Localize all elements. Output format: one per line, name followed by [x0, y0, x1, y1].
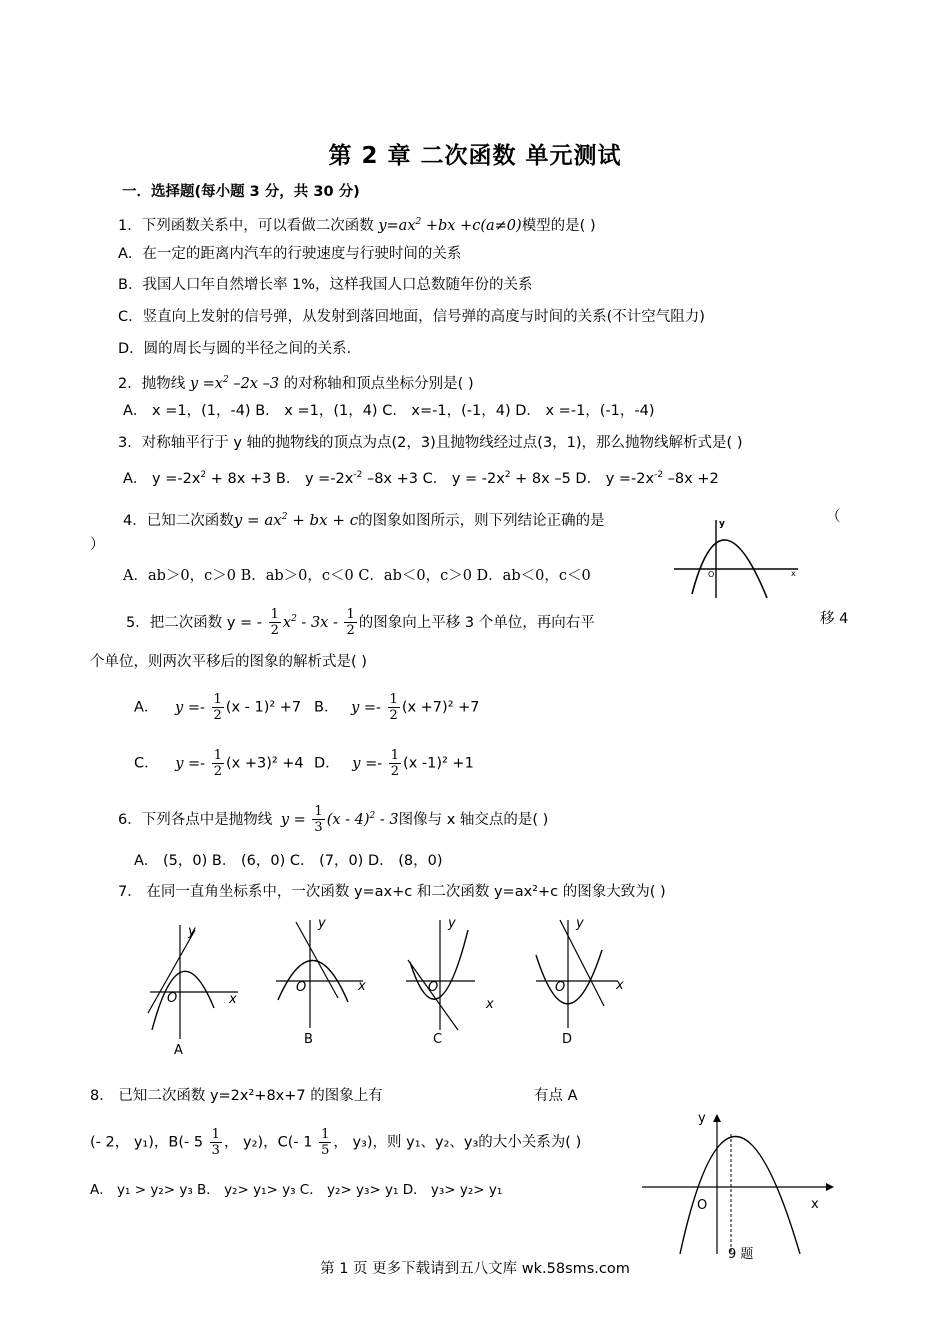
q3-options-a: A． y =-2x [123, 470, 201, 487]
q1-option-d: D．圆的周长与圆的半径之间的关系． [118, 341, 362, 357]
q5-d-tail: (x -1)² +1 [403, 755, 474, 772]
q2-formula: $y =x^2$ –2x –3 [189, 375, 280, 392]
q2-stem-b: 的对称轴和顶点坐标分别是( ) [279, 375, 474, 392]
q4-origin-label: O [708, 570, 715, 579]
q9-origin-label: O [697, 1198, 708, 1213]
q8-stem-a: 8． 已知二次函数 y=2x²+8x+7 的图象上有 [90, 1088, 383, 1104]
q4-formula: $y = ax^2$ + bx + c [233, 511, 359, 529]
q5-c-frac: $\frac{1}{2}$ [213, 748, 222, 779]
q7b-o: O [296, 980, 307, 995]
q5-a-frac: $\frac{1}{2}$ [213, 692, 222, 723]
q1-option-a: A．在一定的距离内汽车的行驶速度与行驶时间的关系 [118, 246, 462, 262]
q8-line2-c: ， y₃)，则 y₁、y₂、y₃的大小关系为( ) [333, 1134, 582, 1151]
question-8 [90, 1086, 383, 1106]
q5-formula: $x^2 - 3x$ - [282, 614, 338, 631]
q1-formula: $y=ax^2 +bx +c(a\ne 0)$ [378, 217, 522, 234]
q7d-o: O [555, 980, 566, 995]
q4-paren-close: ） [90, 537, 105, 553]
q6-fraction: $\frac{1}{3}$ [314, 804, 323, 836]
q5-option-c: C． y =- $\frac{1}{2}$ (x +3)² +4 [134, 748, 304, 779]
q2-stem-a: 2．抛物线 [118, 375, 190, 392]
q5-d-label: D． [314, 755, 340, 772]
q6-options: A． (5，0) B． (6，0) C． (7，0) D． (8，0) [134, 853, 443, 869]
q1-stem-b: 模型的是( ) [521, 217, 596, 234]
q9-y-arrow [713, 1114, 721, 1122]
q1-option-b: B．我国人口年自然增长率 1%，这样我国人口总数随年份的关系 [118, 277, 533, 293]
q7-label-a: A [174, 1043, 183, 1058]
q7-graph-c [400, 910, 510, 1050]
q6-stem-b: 图像与 x 轴交点的是( ) [398, 811, 549, 828]
q5-line2: 个单位，则两次平移后的图象的解析式是( ) [90, 654, 367, 670]
question-3: 3．对称轴平行于 y 轴的抛物线的顶点为点(2，3)且抛物线经过点(3，1)，那么抛物线解析式是( ) [118, 435, 743, 451]
q8-line2 [90, 1127, 581, 1158]
question-2 [118, 370, 474, 394]
page-footer: 第 1 页 更多下载请到五八文库 wk.58sms.com [320, 1261, 630, 1277]
q7-label-d: D [562, 1032, 573, 1047]
q5-a-tail: (x - 1)² +7 [225, 699, 302, 716]
q8-options: A． y₁ > y₂> y₃ B． y₂> y₁> y₃ C． y₂> y₃> y₁ D． y₃> y₂> y₁ [90, 1182, 503, 1198]
q9-graph [640, 1104, 840, 1264]
q4-options: A．ab＞0，c＞0 B．ab＞0，c＜0 C．ab＜0，c＞0 D．ab＜0，c＜0 [123, 568, 591, 584]
q5-option-b: B． y =- $\frac{1}{2}$ (x +7)² +7 [314, 692, 480, 723]
q4-graph [672, 514, 802, 600]
q7a-o: O [167, 991, 178, 1006]
question-7: 7． 在同一直角坐标系中，一次函数 y=ax+c 和二次函数 y=ax²+c 的图象大致为( ) [118, 884, 666, 900]
q2-options: A． x =1，(1，-4) B． x =1，(1，4) C． x=-1，(-1，4) D． x =-1，(-1，-4) [123, 403, 655, 419]
q7-graph-d [530, 910, 640, 1050]
q4-paren-open: （ [826, 509, 841, 525]
page-title: 第 2 章 二次函数 单元测试 [328, 143, 622, 169]
q8-frac-b: $\frac{1}{3}$ [211, 1127, 220, 1158]
q5-c-label: C． [134, 755, 159, 772]
q5-d-frac: $\frac{1}{2}$ [390, 748, 400, 779]
q7d-y: y [576, 916, 584, 931]
q7c-o: O [428, 980, 439, 995]
q7-label-b: B [304, 1032, 313, 1047]
q9-parabola [680, 1137, 800, 1255]
q5-fraction: $\frac{1}{2}$ [270, 607, 279, 639]
q5-c-tail: (x +3)² +4 [225, 755, 304, 772]
q7-label-c: C [433, 1032, 443, 1047]
q5-fraction2: $\frac{1}{2}$ [346, 607, 355, 639]
q5-option-d: D． y =- $\frac{1}{2}$ (x -1)² +1 [314, 748, 474, 779]
q5-stem-a: 5．把二次函数 y = - [126, 614, 263, 631]
q1-stem-a: 1．下列函数关系中，可以看做二次函数 [118, 217, 379, 234]
q7c-y: y [448, 916, 456, 931]
q6-formula: (x - 4)$^2$ - 3 [326, 811, 399, 828]
q7-graph-b [268, 910, 378, 1050]
q5-b-frac: $\frac{1}{2}$ [389, 692, 398, 723]
q4-x-label: x [791, 569, 796, 578]
question-5 [126, 607, 595, 638]
question-6: 6．下列各点中是抛物线 y = $\frac{1}{3}$ (x - 4)$^2$ - 3图像与 x 轴交点的是( ) [118, 804, 549, 836]
question-4 [123, 507, 605, 531]
q3-options: A． $y =-2x^2 + 8x +3$ B． $y =-2x^{-2}$ –8x +3 C． $y = -2x^2 + 8x$ –5 D． $y =-2x^{-2}$ –8x +2 [123, 470, 719, 487]
q5-stem-b: 的图象向上平移 3 个单位，再向右平 [358, 614, 595, 631]
q7b-x: x [358, 979, 366, 994]
q8-stem-b: 有点 A [534, 1088, 578, 1104]
q6-stem-a: 6．下列各点中是抛物线 [118, 811, 273, 828]
q7b-y: y [318, 916, 326, 931]
q5-b-tail: (x +7)² +7 [401, 699, 480, 716]
q8-line2-a: (- 2， y₁)，B(- 5 [90, 1134, 204, 1151]
q9-y-label: y [698, 1111, 706, 1126]
q7a-x: x [229, 992, 237, 1007]
q4-stem-b: 的图象如图所示，则下列结论正确的是 [358, 513, 605, 529]
q9-x-arrow [826, 1183, 834, 1191]
question-1 [118, 212, 596, 236]
q9-caption: 9 题 [728, 1247, 754, 1262]
q4-y-label: y [719, 519, 725, 529]
q7-graph-a [140, 915, 250, 1060]
q7a-y: y [188, 924, 196, 939]
q1-option-c: C．竖直向上发射的信号弹，从发射到落回地面，信号弹的高度与时间的关系(不计空气阻力) [118, 309, 705, 325]
q4-stem-a: 4．已知二次函数 [123, 513, 234, 529]
section-heading: 一．选择题(每小题 3 分，共 30 分) [122, 184, 360, 200]
q7d-x: x [616, 978, 624, 993]
q5-b-label: B． [314, 699, 339, 716]
q5-a-label: A． [134, 699, 159, 716]
q5-option-a: A． y =- $\frac{1}{2}$ (x - 1)² +7 [134, 692, 302, 723]
q9-x-label: x [811, 1197, 819, 1212]
q8-frac-c: $\frac{1}{5}$ [321, 1127, 330, 1158]
q8-line2-b: ， y₂)，C(- 1 [223, 1134, 313, 1151]
q5-stem-c: 移 4 [820, 611, 849, 627]
q7c-x: x [486, 997, 494, 1012]
